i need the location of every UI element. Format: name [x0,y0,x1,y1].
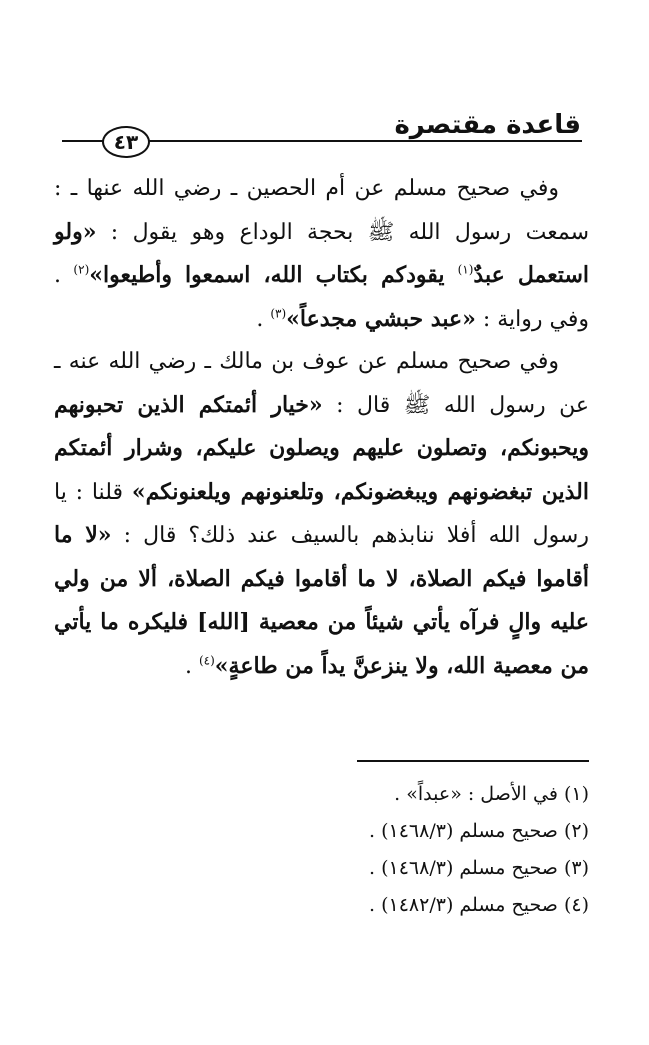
footnote-4: (٤) صحيح مسلم (١٤٨٢/٣) . [369,894,589,916]
footnote-ref-1: (١) [457,262,474,277]
running-header-title: قاعدة مقتصرة [394,110,581,140]
footnotes [49,776,589,924]
footnote-1: (١) في الأصل : «عبداً» . [394,783,589,805]
footnote-3: (٣) صحيح مسلم (١٤٦٨/٣) . [369,857,589,879]
footnote-ref-3: (٣) [270,306,287,321]
p1-mid: . وفي رواية : [54,263,589,332]
p1-intro: وفي صحيح مسلم عن أم الحصين ـ رضي الله عنها ـ : سمعت رسول الله ﷺ بحجة الوداع وهو يقول : [54,176,589,245]
footnote-ref-2: (٢) [73,262,90,277]
page-number: ٤٣ [102,126,150,158]
p1-end: . [256,306,271,332]
p2-hadith-a: «خيار أئمتكم الذين تحبونهم ويحبونكم، وتصلون عليهم ويصلون عليكم، وشرار أئمتكم الذين تبغضونهم ويبغضونكم، وتلعنونهم ويلعنونكم» [54,391,589,505]
p1-hadith-c: «عبد حبشي مجدعاً» [286,305,476,332]
paragraph-2 [54,341,589,688]
paragraph-1 [54,168,589,341]
p1-hadith-b: يقودكم بكتاب الله، اسمعوا وأطيعوا» [89,262,458,288]
p1-hadith-a: «ولو استعمل عبدٌ [54,218,589,288]
p2-mid: قلنا : يا رسول الله أفلا ننابذهم بالسيف عند ذلك؟ قال : [54,479,589,548]
p2-hadith-b: «لا ما أقاموا فيكم الصلاة، لا ما أقاموا فيكم الصلاة، ألا من ولي عليه والٍ فرآه يأتي شيئاً من معصية [الله] فليكره ما يأتي من معصية الله، ولا ينزعنَّ يداً من طاعةٍ» [54,522,589,679]
p2-end: . [184,653,199,679]
footnote-ref-4: (٤) [198,653,215,668]
footnote-rule [357,760,589,762]
footnote-2: (٢) صحيح مسلم (١٤٦٨/٣) . [369,820,589,842]
p2-intro: وفي صحيح مسلم عن عوف بن مالك ـ رضي الله عنه ـ عن رسول الله ﷺ قال : [54,349,589,418]
main-text [54,168,589,688]
